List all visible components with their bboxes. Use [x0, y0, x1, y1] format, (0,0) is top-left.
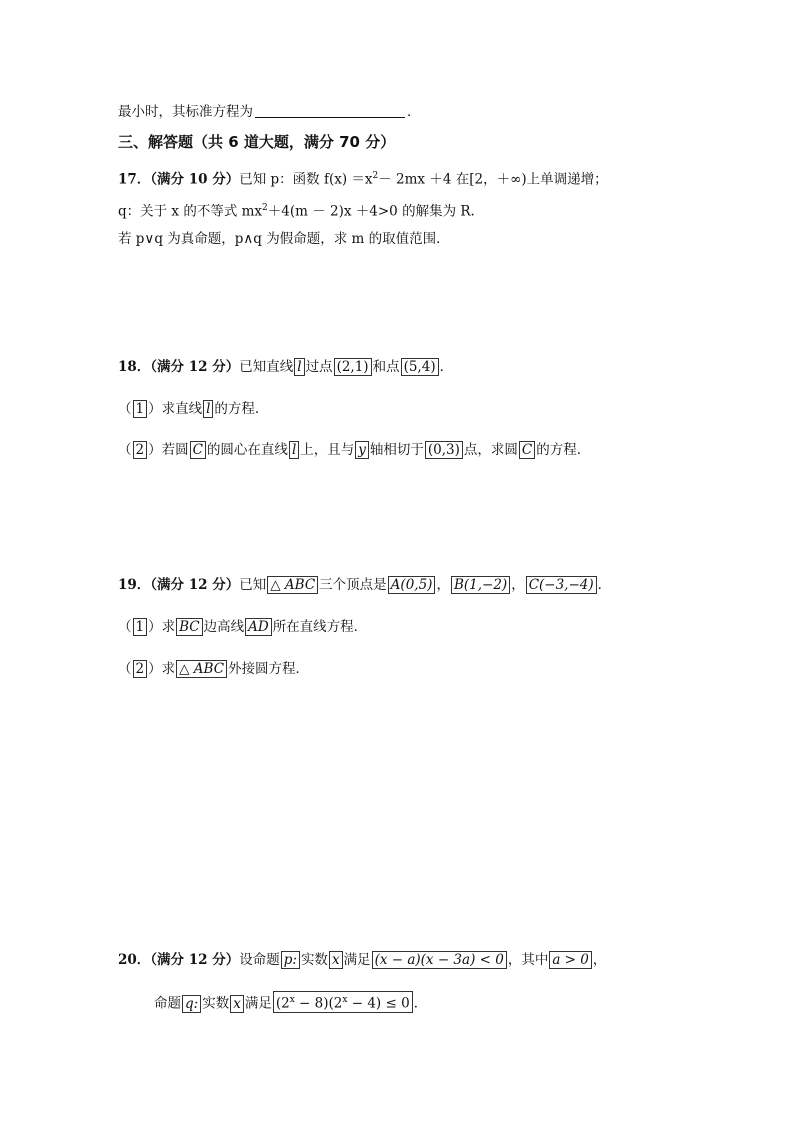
q20-label: 20．（满分 12 分）: [118, 952, 240, 968]
q18-sub-2: （ 2 ）若圆 C 的圆心在直线 l 上，且与 y 轴相切于 (0,3) 点，求圆 C 的方程．: [118, 442, 591, 458]
math-box: l: [203, 400, 213, 418]
number-box: 1: [133, 400, 148, 418]
math-box: BC: [176, 618, 203, 636]
q19-line-1: 19．（满分 12 分）已知 △ ABC 三个顶点是 A(0,5) ， B(1,−2) ， C(−3,−4) ．: [118, 577, 612, 593]
math-box: q:: [182, 995, 201, 1013]
q19-label: 19．（满分 12 分）: [118, 577, 240, 593]
math-box: (0,3): [425, 441, 463, 459]
math-box: (5,4): [401, 358, 439, 376]
number-box: 1: [133, 618, 148, 636]
math-box: C: [519, 441, 535, 459]
math-box: x: [230, 995, 244, 1013]
q17-label: 17．（满分 10 分）: [118, 171, 240, 188]
q18-label: 18．（满分 12 分）: [118, 359, 240, 375]
math-box: a > 0: [549, 951, 592, 969]
q18-sub-1: （ 1 ）求直线 l 的方程．: [118, 401, 269, 417]
number-box: 2: [133, 441, 148, 459]
q17-line-3: 若 p∨q 为真命题，p∧q 为假命题，求 m 的取值范围．: [118, 231, 450, 247]
math-box: $(2^x - 8)(2^x - 4) \le 0$: [273, 991, 413, 1013]
q16-tail-text: 最小时，其标准方程为: [118, 104, 253, 120]
q20-line-1: 20．（满分 12 分）设命题 p: 实数 x 满足 (x − a)(x − 3a) < 0 ，其中 a > 0 ，: [118, 952, 607, 968]
q16-tail-line: 最小时，其标准方程为 ．: [118, 104, 421, 120]
math-box: A(0,5): [388, 576, 436, 594]
math-box: l: [289, 441, 299, 459]
math-box: C: [190, 441, 206, 459]
answer-blank[interactable]: [255, 103, 405, 118]
q20-line-2: 命题 q: 实数 x 满足 $(2^x - 8)(2^x - 4) \le 0$ ．: [154, 991, 427, 1014]
math-box: △ ABC: [176, 660, 227, 678]
section-heading: 三、解答题（共 6 道大题，满分 70 分）: [118, 133, 396, 151]
q17-line-1: 17．（满分 10 分）已知 p：函数 $f(x) =x^2- 2mx +4$ 在[2，＋∞)上单调递增；: [118, 171, 608, 188]
q19-sub-1: （ 1 ）求 BC 边高线 AD 所在直线方程．: [118, 619, 368, 635]
number-box: 2: [133, 660, 148, 678]
math-box: l: [294, 358, 304, 376]
math-box: (2,1): [334, 358, 372, 376]
math-box: B(1,−2): [451, 576, 510, 594]
math-box: C(−3,−4): [526, 576, 597, 594]
math-box: △ ABC: [267, 576, 318, 594]
math-box: y: [355, 441, 369, 459]
math-box: p:: [281, 951, 300, 969]
math-box: x: [329, 951, 343, 969]
q17-line-2: q：关于 x 的不等式 $mx^2+4(m - 2)x +4>0$ 的解集为 R.: [118, 203, 475, 220]
q19-sub-2: （ 2 ）求 △ ABC 外接圆方程．: [118, 661, 310, 677]
math-box: (x − a)(x − 3a) < 0: [372, 951, 507, 969]
math-box: AD: [245, 618, 272, 636]
q18-line-1: 18．（满分 12 分）已知直线 l 过点 (2,1) 和点 (5,4) ．: [118, 359, 454, 375]
